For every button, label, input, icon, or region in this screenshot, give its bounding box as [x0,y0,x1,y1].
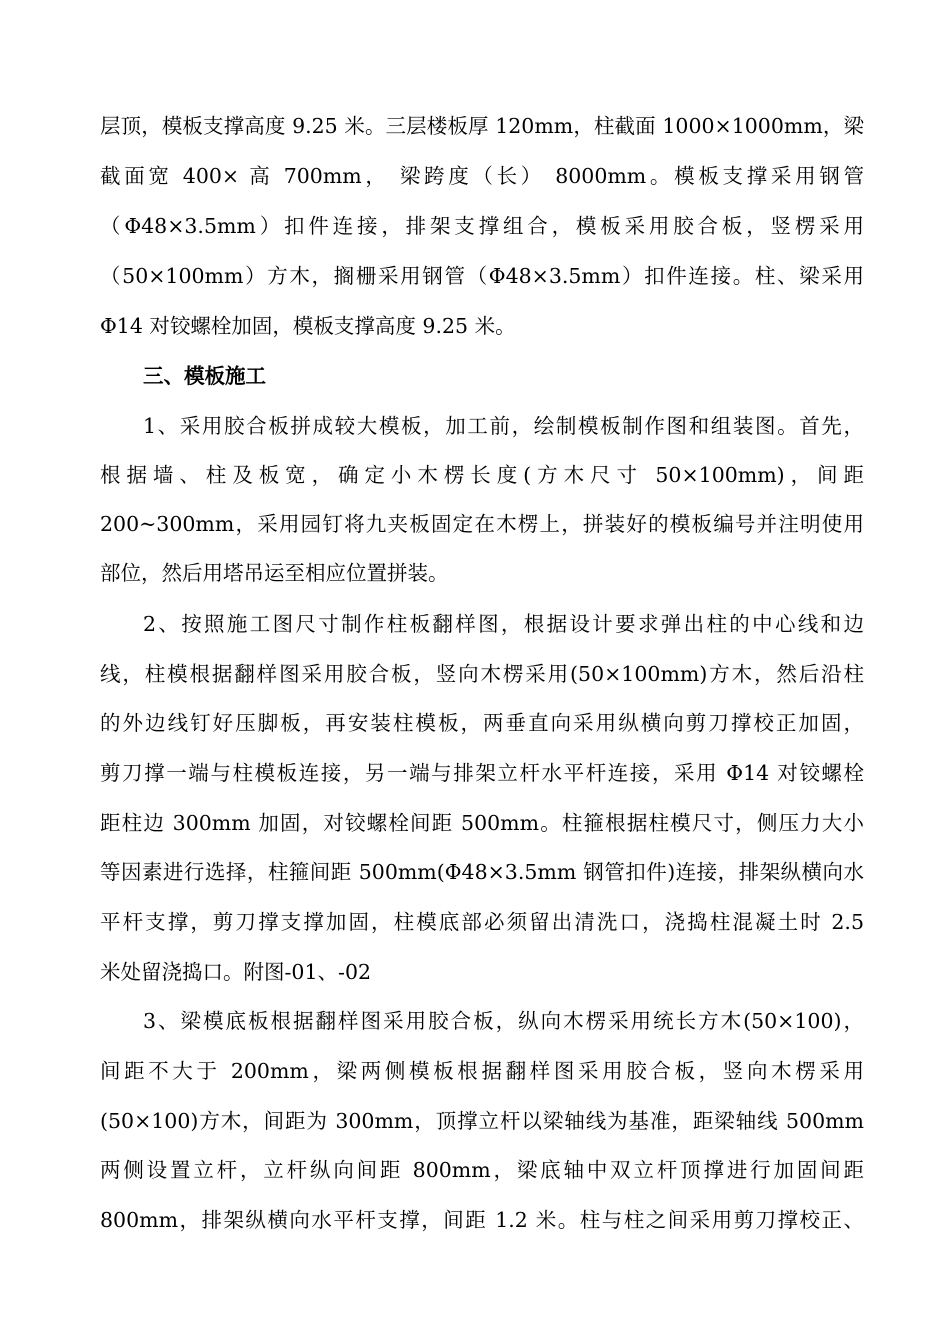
text-line: 米处留浇捣口。附图-01、-02 [100,960,372,984]
text-line: 两侧设置立杆，立杆纵向间距 800mm，梁底轴中双立杆顶撑进行加固间距 [100,1158,864,1182]
text-line: 根据墙、柱及板宽，确定小木楞长度(方木尺寸 50×100mm)，间距 [100,463,864,487]
text-line: 的外边线钉好压脚板，再安装柱模板，两垂直向采用纵横向剪刀撑校正加固， [100,711,864,735]
text-line: 截面宽 400× 高 700mm， 梁跨度（长） 8000mm。模板支撑采用钢管 [100,164,864,188]
text-line: 3、梁模底板根据翻样图采用胶合板，纵向木楞采用统长方木(50×100)， [143,1009,864,1033]
text-line: （Φ48×3.5mm）扣件连接，排架支撑组合，模板采用胶合板，竖楞采用 [100,214,864,238]
text-line: 间距不大于 200mm，梁两侧模板根据翻样图采用胶合板，竖向木楞采用 [100,1059,864,1083]
text-line: 层顶，模板支撑高度 9.25 米。三层楼板厚 120mm，柱截面 1000×1000mm，梁 [100,114,864,138]
text-line: 剪刀撑一端与柱模板连接，另一端与排架立杆水平杆连接，采用 Φ14 对铰螺栓 [100,761,864,785]
section-heading: 三、模板施工 [143,364,266,388]
text-line: 线，柱模根据翻样图采用胶合板，竖向木楞采用(50×100mm)方木，然后沿柱 [100,662,864,686]
text-line: （50×100mm）方木，搁栅采用钢管（Φ48×3.5mm）扣件连接。柱、梁采用 [100,264,864,288]
text-line: 200~300mm，采用园钉将九夹板固定在木楞上，拼装好的模板编号并注明使用 [100,512,864,536]
text-line: 距柱边 300mm 加固，对铰螺栓间距 500mm。柱箍根据柱模尺寸，侧压力大小 [100,811,864,835]
text-line: 平杆支撑，剪刀撑支撑加固，柱模底部必须留出清洗口，浇捣柱混凝土时 2.5 [100,910,864,934]
text-line: 部位，然后用塔吊运至相应位置拼装。 [100,561,449,585]
text-line: 2、按照施工图尺寸制作柱板翻样图，根据设计要求弹出柱的中心线和边 [143,612,864,636]
text-line: 等因素进行选择，柱箍间距 500mm(Φ48×3.5mm 钢管扣件)连接，排架纵横向水 [100,860,864,884]
text-line: 800mm，排架纵横向水平杆支撑，间距 1.2 米。柱与柱之间采用剪刀撑校正、 [100,1208,864,1232]
text-line: Φ14 对铰螺栓加固，模板支撑高度 9.25 米。 [100,314,516,338]
text-line: (50×100)方木，间距为 300mm，顶撑立杆以梁轴线为基准，距梁轴线 500mm [100,1109,864,1133]
text-line: 1、采用胶合板拼成较大模板，加工前，绘制模板制作图和组装图。首先， [143,414,864,438]
